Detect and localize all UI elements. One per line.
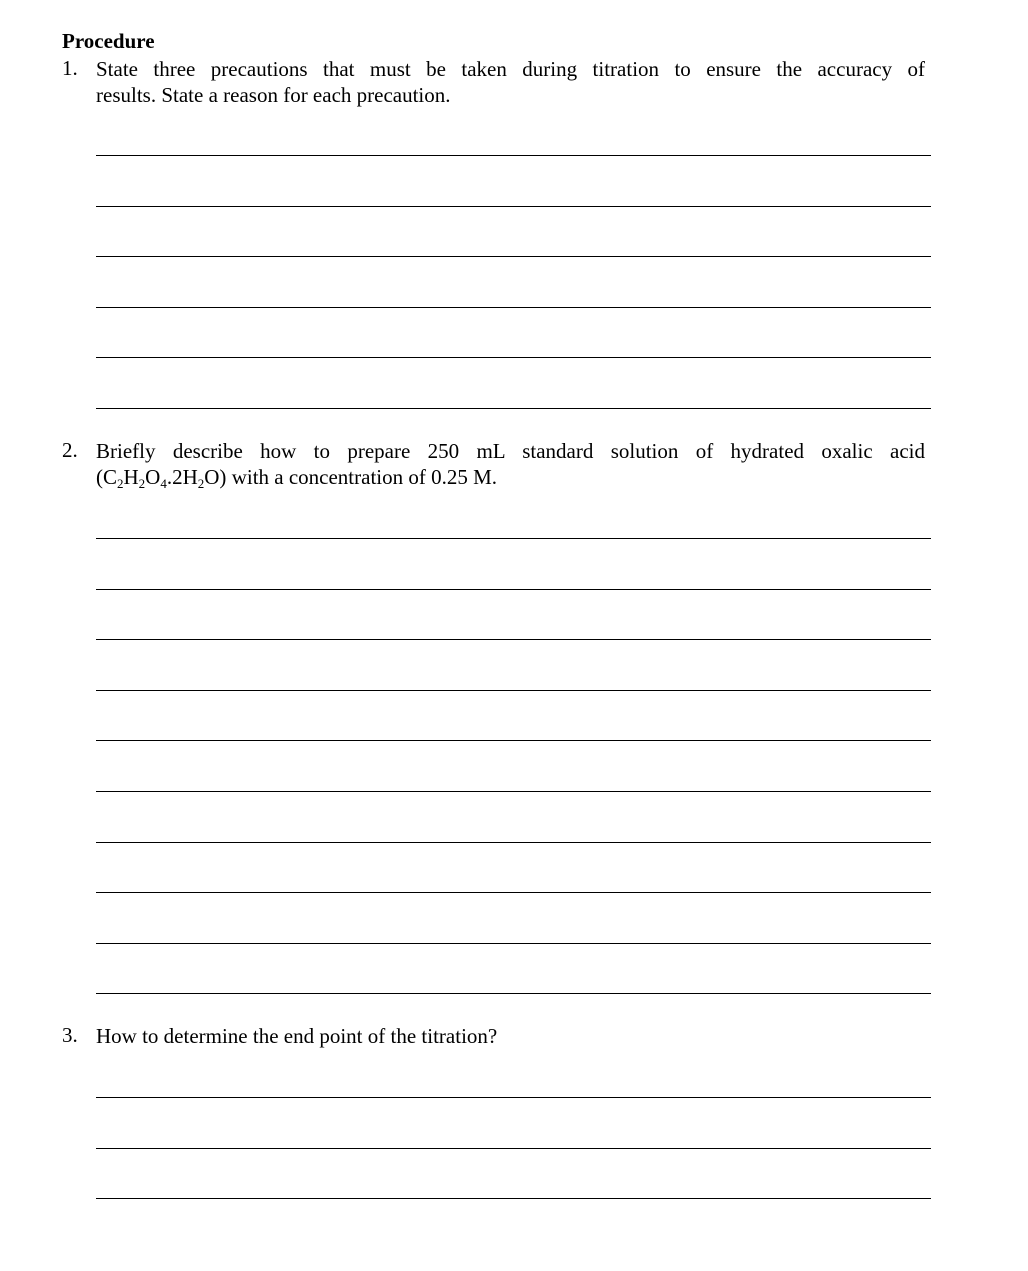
- question-text-line: State three precautions that must be taken during titration to ensure the accuracy of: [96, 57, 925, 81]
- question-text-line: How to determine the end point of the titration?: [96, 1024, 498, 1048]
- question-2: [62, 438, 925, 490]
- answer-line-q2[interactable]: [96, 740, 931, 741]
- question-text-line: Briefly describe how to prepare 250 mL standard solution of hydrated oxalic acid: [96, 439, 925, 463]
- answer-line-q2[interactable]: [96, 639, 931, 640]
- answer-line-q2[interactable]: [96, 842, 931, 843]
- chemical-formula: $(C_2H_2O_4.2H_2O)$: [96, 465, 227, 491]
- answer-line-q2[interactable]: [96, 589, 931, 590]
- answer-line-q1[interactable]: [96, 155, 931, 156]
- answer-line-q1[interactable]: [96, 408, 931, 409]
- answer-line-q3[interactable]: [96, 1198, 931, 1199]
- question-1: [62, 56, 925, 108]
- answer-line-q2[interactable]: [96, 892, 931, 893]
- answer-line-q2[interactable]: [96, 791, 931, 792]
- answer-line-q2[interactable]: [96, 690, 931, 691]
- question-text-line: results. State a reason for each precaution.: [96, 83, 451, 107]
- answer-line-q3[interactable]: [96, 1148, 931, 1149]
- answer-line-q2[interactable]: [96, 538, 931, 539]
- section-heading: Procedure: [62, 29, 155, 53]
- question-number: 3.: [62, 1023, 78, 1047]
- answer-line-q1[interactable]: [96, 206, 931, 207]
- question-3: [62, 1023, 925, 1049]
- question-number: 2.: [62, 438, 78, 462]
- answer-line-q2[interactable]: [96, 943, 931, 944]
- question-number: 1.: [62, 56, 78, 80]
- answer-line-q2[interactable]: [96, 993, 931, 994]
- answer-line-q1[interactable]: [96, 357, 931, 358]
- answer-line-q1[interactable]: [96, 307, 931, 308]
- answer-line-q1[interactable]: [96, 256, 931, 257]
- answer-line-q3[interactable]: [96, 1097, 931, 1098]
- question-text-line: with a concentration of 0.25 M.: [226, 465, 498, 489]
